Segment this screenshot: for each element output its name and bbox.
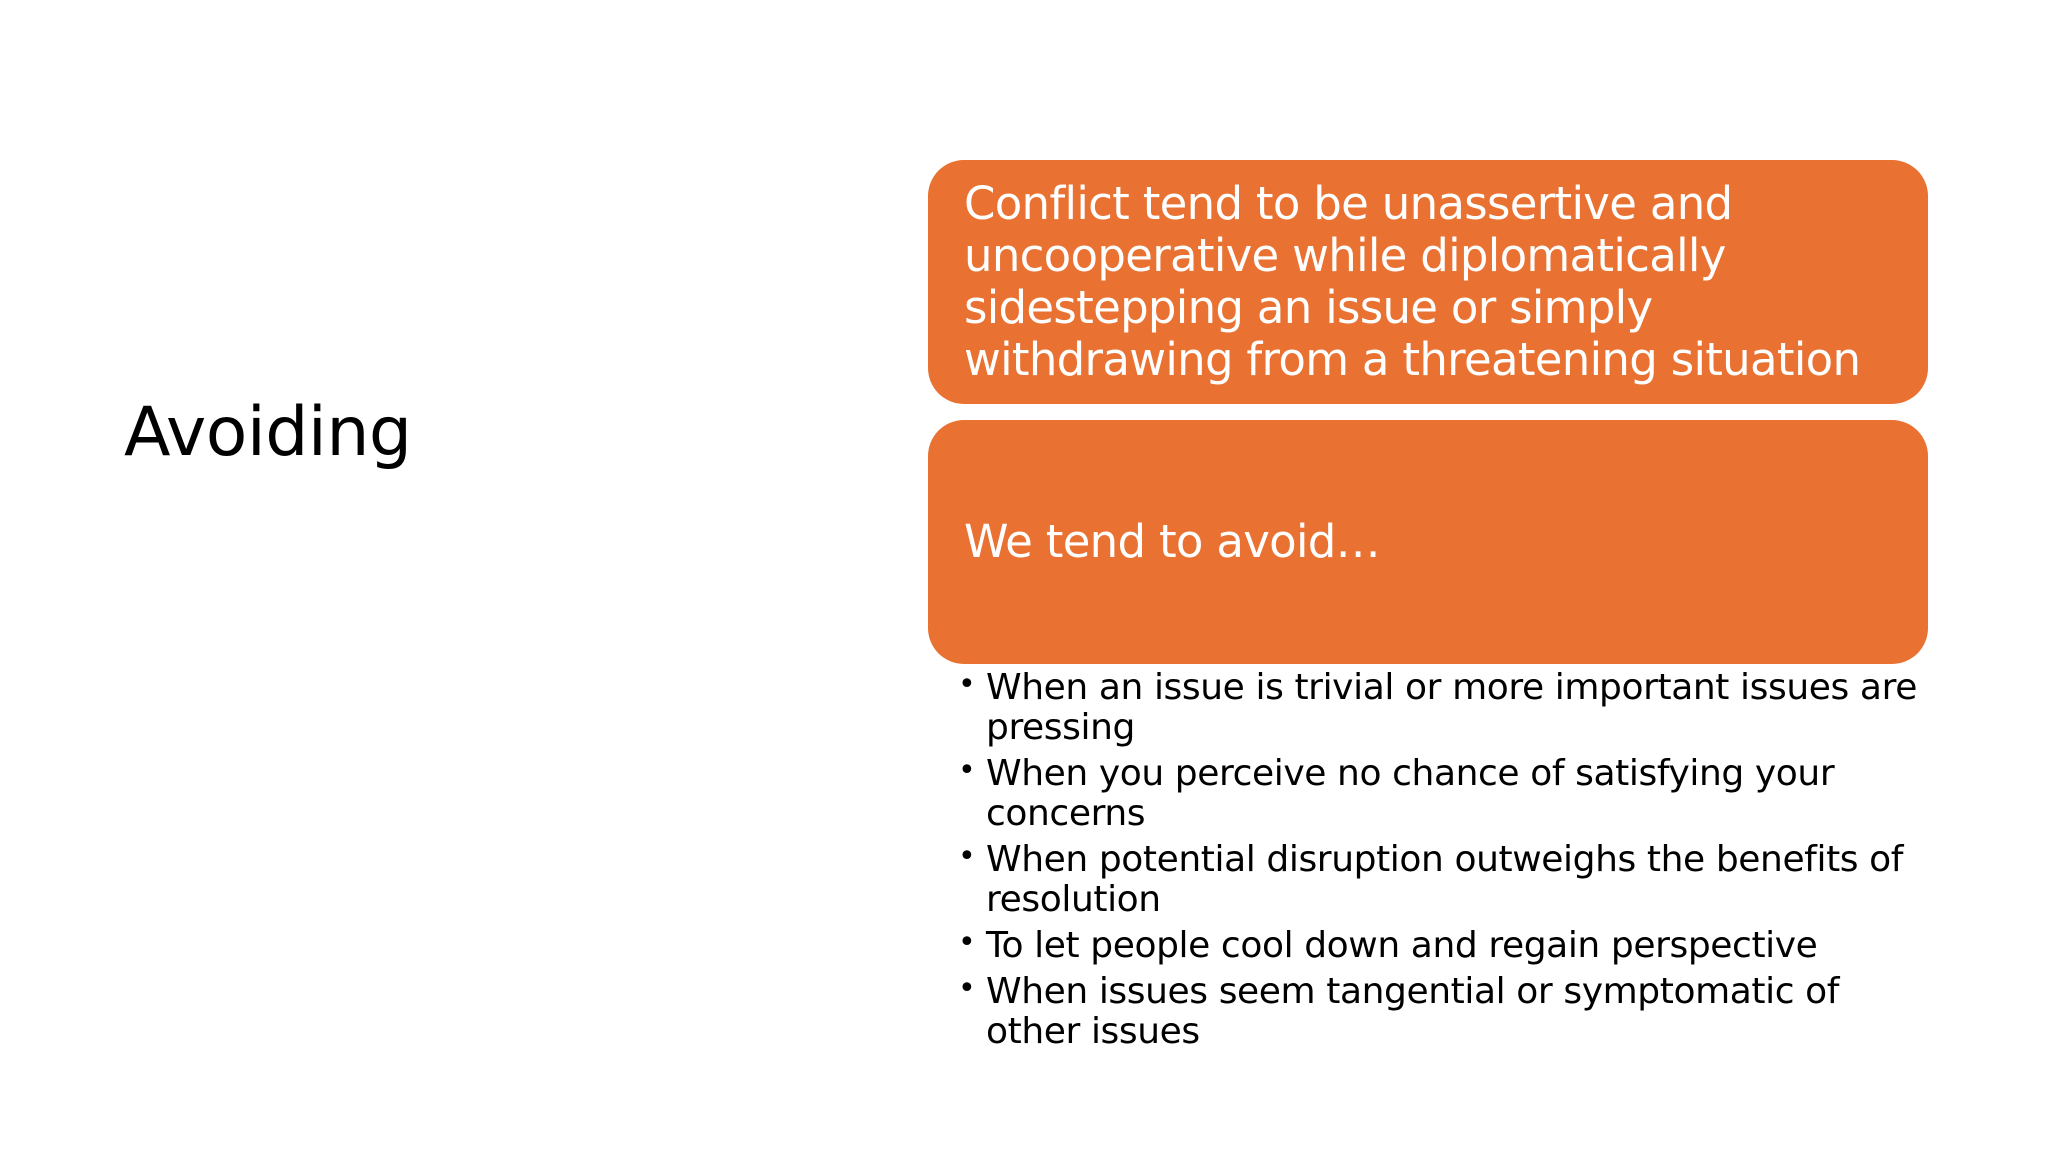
bullet-icon: • [958,839,976,874]
bullet-item [958,668,1928,748]
bullet-icon: • [958,667,976,702]
bullet-text: When an issue is trivial or more important issues are pressing [986,667,1917,748]
bullet-item [958,972,1928,1052]
bullet-icon: • [958,971,976,1006]
avoid-heading-box [928,420,1928,664]
avoid-bullet-list [958,668,1928,1058]
bullet-text: When potential disruption outweighs the benefits of resolution [986,839,1904,920]
bullet-text: To let people cool down and regain perspective [986,925,1818,966]
avoid-heading-text: We tend to avoid… [964,515,1380,568]
definition-text: Conflict tend to be unassertive and uncooperative while diplomatically sidestepping an issue or simply withdrawing from a threatening situation [964,177,1861,386]
bullet-icon: • [958,753,976,788]
bullet-item [958,840,1928,920]
bullet-item [958,926,1928,966]
bullet-icon: • [958,925,976,960]
bullet-text: When issues seem tangential or symptomatic of other issues [986,971,1840,1052]
bullet-text: When you perceive no chance of satisfying your concerns [986,753,1835,834]
bullet-item [958,754,1928,834]
slide-title: Avoiding [124,393,412,472]
definition-box [928,160,1928,404]
